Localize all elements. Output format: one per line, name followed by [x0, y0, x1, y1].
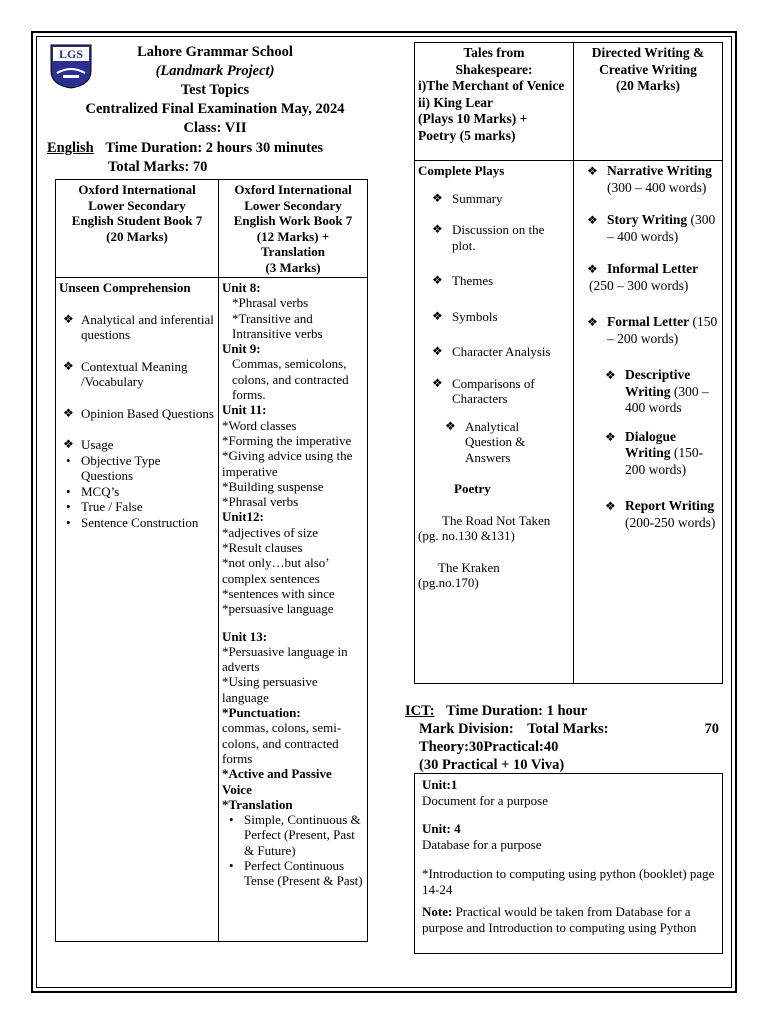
practical-marks: Practical:40: [483, 739, 559, 755]
punctuation-title: *Punctuation:: [222, 705, 301, 721]
list-item: • Objective Type Questions: [66, 452, 161, 483]
workbook-cell: [219, 278, 368, 942]
unit-11-item: *Word classes: [222, 417, 297, 433]
theory-marks: Theory:30: [419, 739, 484, 755]
plays-cell: [415, 161, 574, 684]
voice-title: *Active and Passive Voice: [222, 766, 332, 797]
unit-9-title: Unit 9:: [222, 341, 261, 357]
unit-8-item: *Transitive and Intransitive verbs: [232, 310, 323, 341]
ict-topics-box: [414, 773, 723, 954]
unit-9-item: Commas, semicolons, colons, and contracted forms.: [232, 356, 349, 403]
unit-13-item: *Persuasive language in adverts: [222, 643, 348, 675]
list-item: ❖ Dialogue Writing (150- 200 words): [605, 428, 704, 477]
exam-title: Centralized Final Examination May, 2024: [85, 101, 345, 117]
comprehension-cell: [56, 278, 219, 942]
student-book-header: Oxford International Lower Secondary English Student Book 7 (20 Marks): [56, 180, 219, 278]
list-item: ❖ Descriptive Writing (300 – 400 words: [605, 367, 709, 415]
list-item: ❖ Formal Letter (150 – 200 words): [587, 314, 718, 346]
punctuation-item: commas, colons, semi-colons, and contracted forms: [222, 720, 342, 766]
unit-4-title: Unit: 4: [422, 821, 461, 836]
poem-item: The Road Not Taken (pg. no.130 &131): [418, 512, 551, 543]
test-topics-title: Test Topics: [180, 82, 250, 98]
ict-heading: [405, 702, 587, 720]
list-item: ❖ Narrative Writing (300 – 400 words): [587, 163, 712, 195]
poem-item: The Kraken (pg.no.170): [418, 559, 500, 590]
list-item: • True / False: [66, 499, 143, 514]
unit-11-item: *Building suspense: [222, 478, 324, 494]
subject-label: [47, 140, 323, 157]
list-item: • Simple, Continuous & Perfect (Present, Past & Future): [229, 812, 361, 858]
ict-theory-practical: [419, 738, 558, 756]
list-item: ❖ Character Analysis: [432, 344, 551, 359]
total-marks-label: Total Marks:: [527, 721, 609, 737]
ict-note: [422, 904, 715, 936]
unit-11-item: *Phrasal verbs: [222, 494, 299, 510]
unit-11-title: Unit 11:: [222, 402, 267, 418]
work-book-header: Oxford International Lower Secondary English Work Book 7 (12 Marks) + Translation (3 Marks): [219, 180, 368, 278]
ict-label: ICT:: [405, 703, 435, 719]
unit-12-item: *sentences with since: [222, 585, 335, 601]
list-item: ❖ Analytical Question & Answers: [445, 418, 526, 465]
total-marks-value: 70: [704, 721, 719, 737]
class-label: Class: VII: [183, 120, 247, 136]
subject-name: English: [47, 140, 94, 156]
practical-detail: (30 Practical + 10 Viva): [419, 757, 565, 773]
list-item: ❖ Contextual Meaning /Vocabulary: [63, 358, 188, 389]
unit-12-title: Unit12:: [222, 509, 264, 525]
list-item: ❖ Report Writing (200-250 words): [605, 498, 716, 530]
writing-cell: [574, 161, 723, 684]
list-item: ❖ Summary: [432, 190, 503, 206]
poetry-title: Poetry: [454, 481, 491, 496]
complete-plays-title: Complete Plays: [418, 163, 505, 178]
unit-13-title: Unit 13:: [222, 628, 268, 644]
python-item: *Introduction to computing using python (booklet) page 14-24: [422, 866, 715, 897]
list-item: ❖ Discussion on the plot.: [432, 222, 545, 253]
list-item: • MCQ’s: [66, 483, 120, 499]
project-name: (Landmark Project): [155, 63, 275, 79]
unit-12-item: *adjectives of size: [222, 524, 319, 540]
list-item: ❖ Themes: [432, 273, 494, 288]
school-name: Lahore Grammar School: [137, 44, 293, 60]
note-text: Practical would be taken from Database for a purpose and Introduction to computing using Python: [422, 904, 697, 935]
list-item-detail: (250 – 300 words): [589, 277, 689, 293]
english-right-table: [414, 42, 723, 684]
list-item: ❖ Story Writing (300 – 400 words): [587, 212, 716, 244]
list-item: ❖ Analytical and inferential questions: [63, 311, 214, 342]
unit-1-item: Document for a purpose: [422, 793, 548, 808]
ict-duration: Time Duration: 1 hour: [446, 703, 588, 719]
unit-12-item: *not only…but also’ complex sentences: [222, 555, 329, 586]
unit-11-item: *Giving advice using the imperative: [222, 448, 353, 479]
list-item: • Sentence Construction: [66, 514, 199, 530]
unit-13-item: *Using persuasive language: [222, 674, 318, 705]
list-item: ❖ Informal Letter: [587, 261, 699, 276]
translation-title: *Translation: [222, 796, 293, 812]
unit-8-item: *Phrasal verbs: [232, 295, 309, 311]
total-marks: Total Marks: 70: [108, 159, 208, 175]
mark-division-label: Mark Division:: [419, 721, 514, 737]
unit-8-title: Unit 8:: [222, 280, 261, 295]
list-item: ❖ Comparisons of Characters: [432, 375, 535, 406]
unit-12-item: *persuasive language: [222, 601, 334, 617]
list-item: ❖ Opinion Based Questions: [63, 405, 214, 421]
note-label: Note:: [422, 904, 453, 919]
unit-11-item: *Forming the imperative: [222, 432, 352, 448]
unit-4-item: Database for a purpose: [422, 837, 542, 852]
english-left-table: [55, 179, 368, 942]
list-item: ❖ Usage: [63, 437, 114, 452]
ict-mark-division: [419, 720, 719, 738]
unit-12-item: *Result clauses: [222, 540, 303, 556]
comprehension-title: Unseen Comprehension: [59, 280, 191, 295]
time-duration: Time Duration: 2 hours 30 minutes: [105, 140, 324, 156]
list-item: ❖ Symbols: [432, 308, 498, 324]
writing-header: Directed Writing & Creative Writing (20 Marks): [574, 43, 723, 161]
shakespeare-header: Tales from Shakespeare: i)The Merchant of Venice ii) King Lear (Plays 10 Marks) + Poetry (5 marks): [415, 43, 574, 161]
svg-text:LGS: LGS: [58, 47, 84, 61]
unit-1-title: Unit:1: [422, 777, 458, 792]
list-item: • Perfect Continuous Tense (Present & Past): [229, 857, 363, 889]
